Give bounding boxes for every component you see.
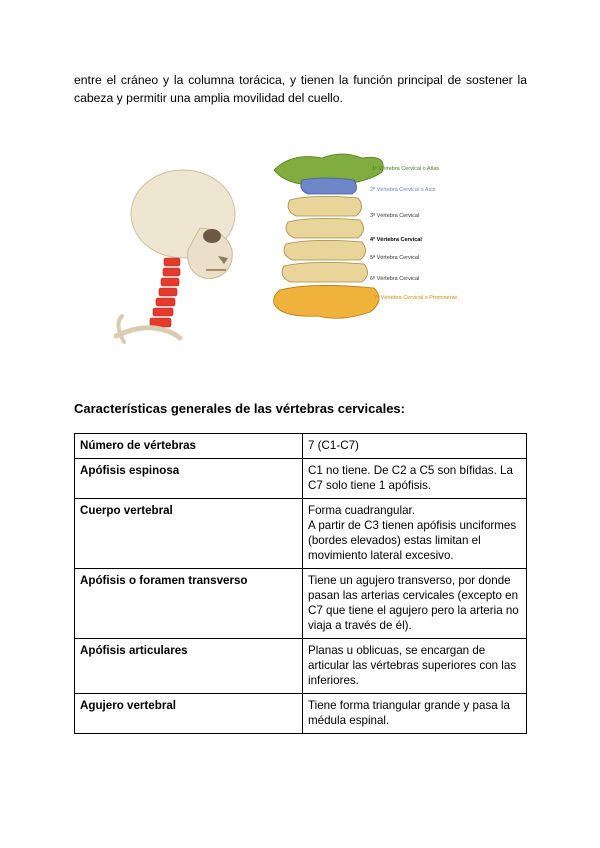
row-value: Planas u oblicuas, se encargan de articular las vértebras superiores con las inferiores. <box>303 639 527 694</box>
table-row <box>75 434 527 459</box>
label-c2: 2ª Vértebra Cervical o Axis <box>370 187 436 193</box>
label-c3: 3ª Vértebra Cervical <box>370 213 420 219</box>
row-label: Agujero vertebral <box>75 694 303 734</box>
label-c7: 7ª Vértebra Cervical o Prominente <box>374 295 458 301</box>
cervical-vertebrae-diagram <box>262 150 477 345</box>
skull-cervical-illustration <box>108 166 248 344</box>
label-c1: 1ª Vértebra Cervical o Atlas <box>372 166 440 172</box>
section-heading: Características generales de las vértebras cervicales: <box>74 401 405 416</box>
row-value: Tiene forma triangular grande y pasa la médula espinal. <box>303 694 527 734</box>
table-row <box>75 569 527 639</box>
table-row <box>75 459 527 499</box>
vertebrae-features-table <box>74 433 527 734</box>
row-label: Número de vértebras <box>75 434 303 459</box>
row-value: 7 (C1-C7) <box>303 434 527 459</box>
row-label: Apófisis espinosa <box>75 459 303 499</box>
row-value: C1 no tiene. De C2 a C5 son bífidas. La C7 solo tiene 1 apófisis. <box>303 459 527 499</box>
row-label: Cuerpo vertebral <box>75 499 303 569</box>
label-c6: 6ª Vértebra Cervical <box>370 276 420 282</box>
label-c5: 5ª Vértebra Cervical <box>370 255 420 261</box>
row-value: Tiene un agujero transverso, por donde pasan las arterias cervicales (excepto en C7 que tiene el agujero pero la arteria no viaja a través de él). <box>303 569 527 639</box>
intro-paragraph: entre el cráneo y la columna torácica, y tienen la función principal de sostener la cabeza y permitir una amplia movilidad del cuello. <box>74 73 527 105</box>
row-label: Apófisis o foramen transverso <box>75 569 303 639</box>
table-row <box>75 499 527 569</box>
label-c4: 4ª Vértebra Cervical <box>370 237 422 243</box>
table-row <box>75 694 527 734</box>
row-value: Forma cuadrangular. A partir de C3 tienen apófisis unciformes (bordes elevados) estas limitan el movimiento lateral excesivo. <box>303 499 527 569</box>
table-row <box>75 639 527 694</box>
row-label: Apófisis articulares <box>75 639 303 694</box>
